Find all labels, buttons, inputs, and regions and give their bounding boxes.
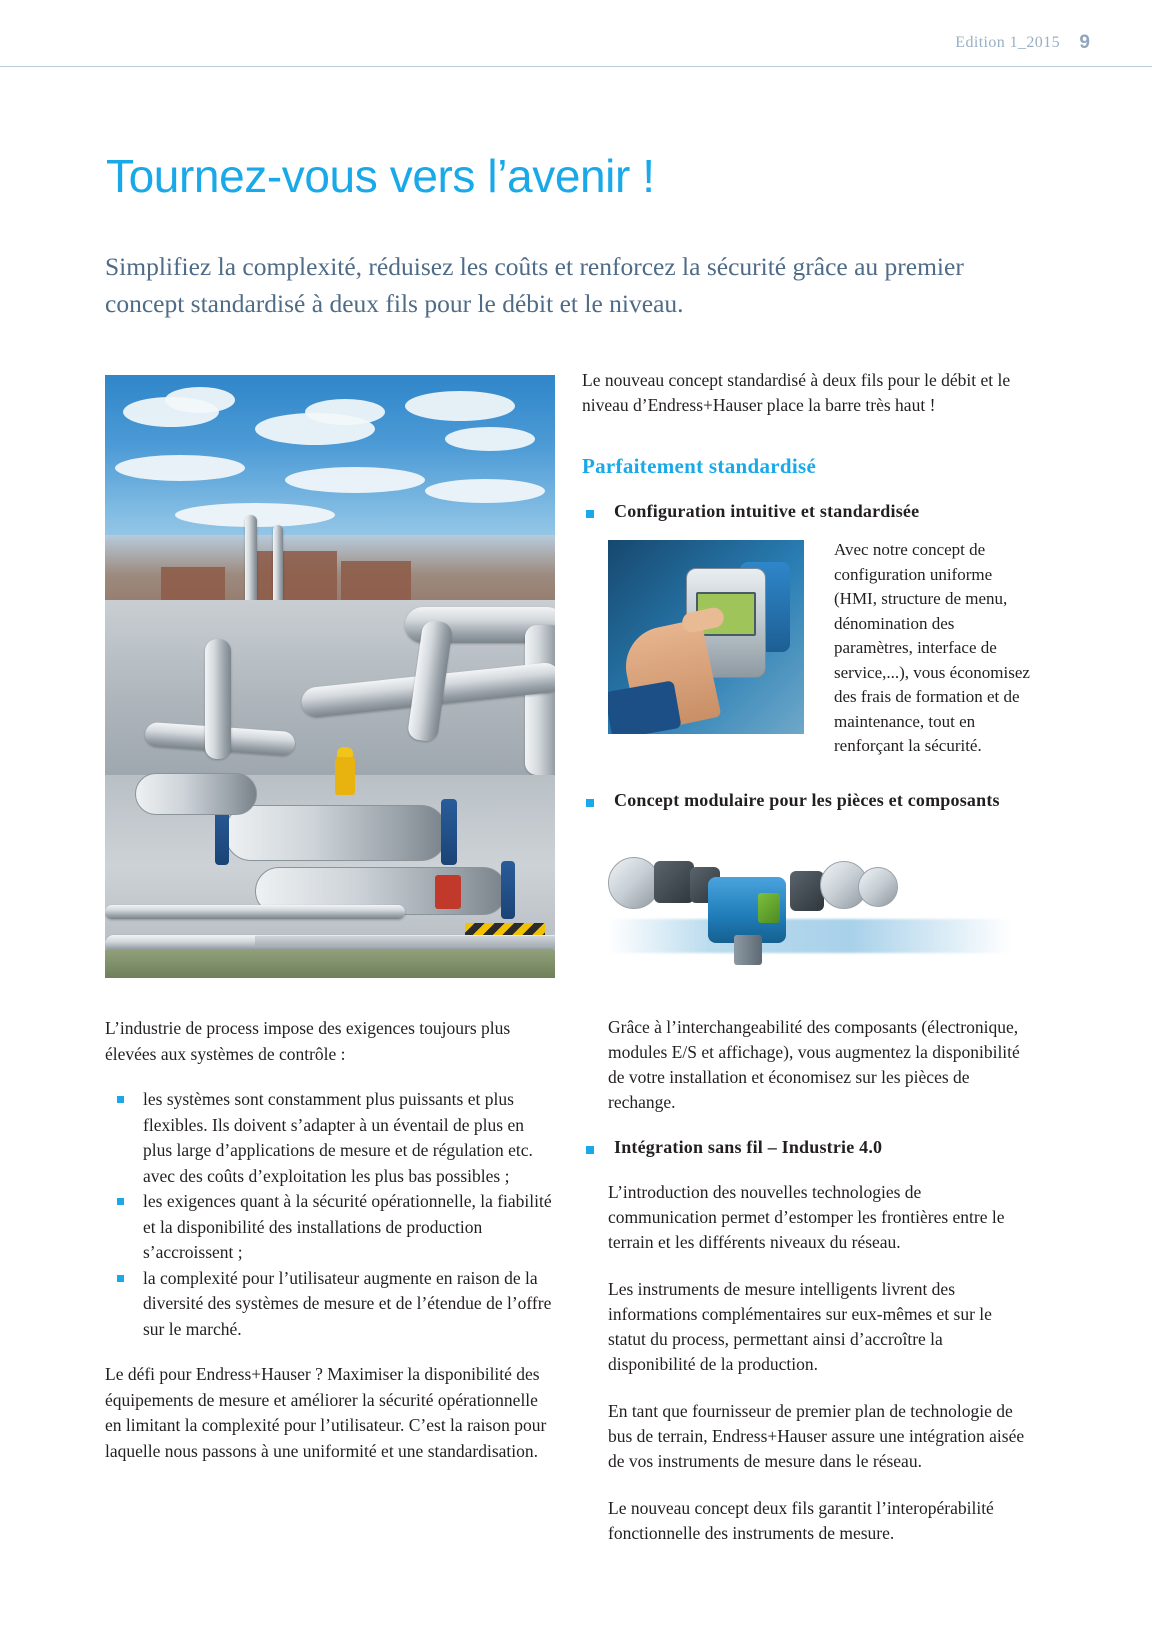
red-drum xyxy=(435,875,461,909)
cloud-shape xyxy=(165,387,235,413)
modular-feature-text: Grâce à l’interchangeabilité des composants (électronique, modules E/S et affichage), vous augmentez la disponibilité de votre installation et économisez sur les pièces de rechange. xyxy=(608,1017,1020,1112)
wireless-paragraph-3: En tant que fournisseur de premier plan de technologie de bus de terrain, Endress+Hauser assure une intégration aisée de vos instruments de mesure dans le réseau. xyxy=(608,1401,1025,1471)
header-divider xyxy=(0,66,1152,67)
horizontal-tank xyxy=(225,805,447,861)
page-subtitle: Simplifiez la complexité, réduisez les coûts et renforcez la sécurité grâce au premier concept standardisé à deux fils pour le débit et le niveau. xyxy=(105,251,964,318)
industrial-plant-photo xyxy=(105,375,555,978)
cloud-shape xyxy=(115,455,245,481)
section-heading-standardise: Parfaitement standardisé xyxy=(582,454,817,478)
cover-disc xyxy=(858,867,898,907)
hmi-transmitter-photo xyxy=(608,540,804,734)
hmi-feature-text: Avec notre concept de configuration uniforme (HMI, structure de menu, dénomination des paramètres, interface de service,...), vous économisez des frais de formation et de maintenance, tout en renforçant la sécurité. xyxy=(834,540,1030,755)
foreground-pipe xyxy=(105,905,405,919)
pipe-flange xyxy=(501,861,515,919)
ground-grass xyxy=(105,950,555,978)
page-header xyxy=(0,0,1152,66)
electronics-module xyxy=(654,861,694,903)
list-item: les exigences quant à la sécurité opérationnelle, la fiabilité et la disponibilité des installations de production s’accroissent ; xyxy=(105,1189,555,1266)
right-intro-paragraph: Le nouveau concept standardisé à deux fils pour le débit et le niveau d’Endress+Hauser place la barre très haut ! xyxy=(582,370,1011,415)
edition-label: Edition 1_2015 xyxy=(955,34,1060,51)
hmi-feature-block xyxy=(608,540,1034,755)
wireless-paragraph-2: Les instruments de mesure intelligents livrent des informations complémentaires sur eux-mêmes et sur le statut du process, permettant ainsi d’accroître la disponibilité de la production. xyxy=(608,1279,992,1374)
display-module-disc xyxy=(608,857,660,909)
requirements-list xyxy=(105,1087,555,1342)
feature-title: Intégration sans fil – Industrie 4.0 xyxy=(614,1137,883,1157)
cloud-shape xyxy=(445,427,535,451)
hazard-stripe xyxy=(465,923,545,935)
cloud-shape xyxy=(405,391,515,421)
wireless-paragraph-4: Le nouveau concept deux fils garantit l’interopérabilité fonctionnelle des instruments de mesure. xyxy=(608,1498,994,1543)
io-module xyxy=(758,893,780,923)
right-column xyxy=(582,368,1034,1568)
cloud-shape xyxy=(425,479,545,503)
feature-configuration xyxy=(582,501,1034,522)
vertical-pipe xyxy=(525,625,555,775)
walkway-deck xyxy=(255,935,555,946)
feature-wireless xyxy=(582,1137,1034,1158)
process-connection-neck xyxy=(734,935,762,965)
pipe-flange xyxy=(441,799,457,865)
electronics-module xyxy=(790,871,824,911)
feature-modular xyxy=(582,790,1034,811)
list-item: la complexité pour l’utilisateur augmente en raison de la diversité des systèmes de mesure et de l’étendue de l’offre sur le marché. xyxy=(105,1266,555,1343)
page-title: Tournez-vous vers l’avenir ! xyxy=(106,149,655,202)
left-column xyxy=(105,375,555,1484)
left-closing-paragraph: Le défi pour Endress+Hauser ? Maximiser la disponibilité des équipements de mesure et améliorer la sécurité opérationnelle en limitant la complexité pour l’utilisateur. C’est la raison pour laquelle nous passons à une uniformité et une standardisation. xyxy=(105,1364,547,1461)
wireless-paragraph-1: L’introduction des nouvelles technologies de communication permet d’estomper les frontières entre le terrain et les différents niveaux du réseau. xyxy=(608,1182,1005,1252)
page-number: 9 xyxy=(1079,32,1090,53)
worker-body xyxy=(335,757,355,795)
feature-title: Concept modulaire pour les pièces et composants xyxy=(614,790,1000,810)
list-item: les systèmes sont constamment plus puissants et plus flexibles. Ils doivent s’adapter à un éventail de plus en plus large d’applications de mesure et de régulation etc. avec des coûts d’exploitation les plus bas possibles ; xyxy=(105,1087,555,1189)
vertical-pipe xyxy=(205,639,231,759)
left-body-text xyxy=(105,1016,555,1464)
photo-shadow-band xyxy=(608,919,1012,953)
brick-building xyxy=(245,551,337,607)
left-intro-paragraph: L’industrie de process impose des exigences toujours plus élevées aux systèmes de contrôle : xyxy=(105,1018,511,1064)
cloud-shape xyxy=(285,467,425,493)
modular-transmitter-photo xyxy=(608,831,1012,991)
feature-title: Configuration intuitive et standardisée xyxy=(614,501,920,521)
cloud-shape xyxy=(305,399,385,425)
horizontal-tank xyxy=(135,773,257,815)
